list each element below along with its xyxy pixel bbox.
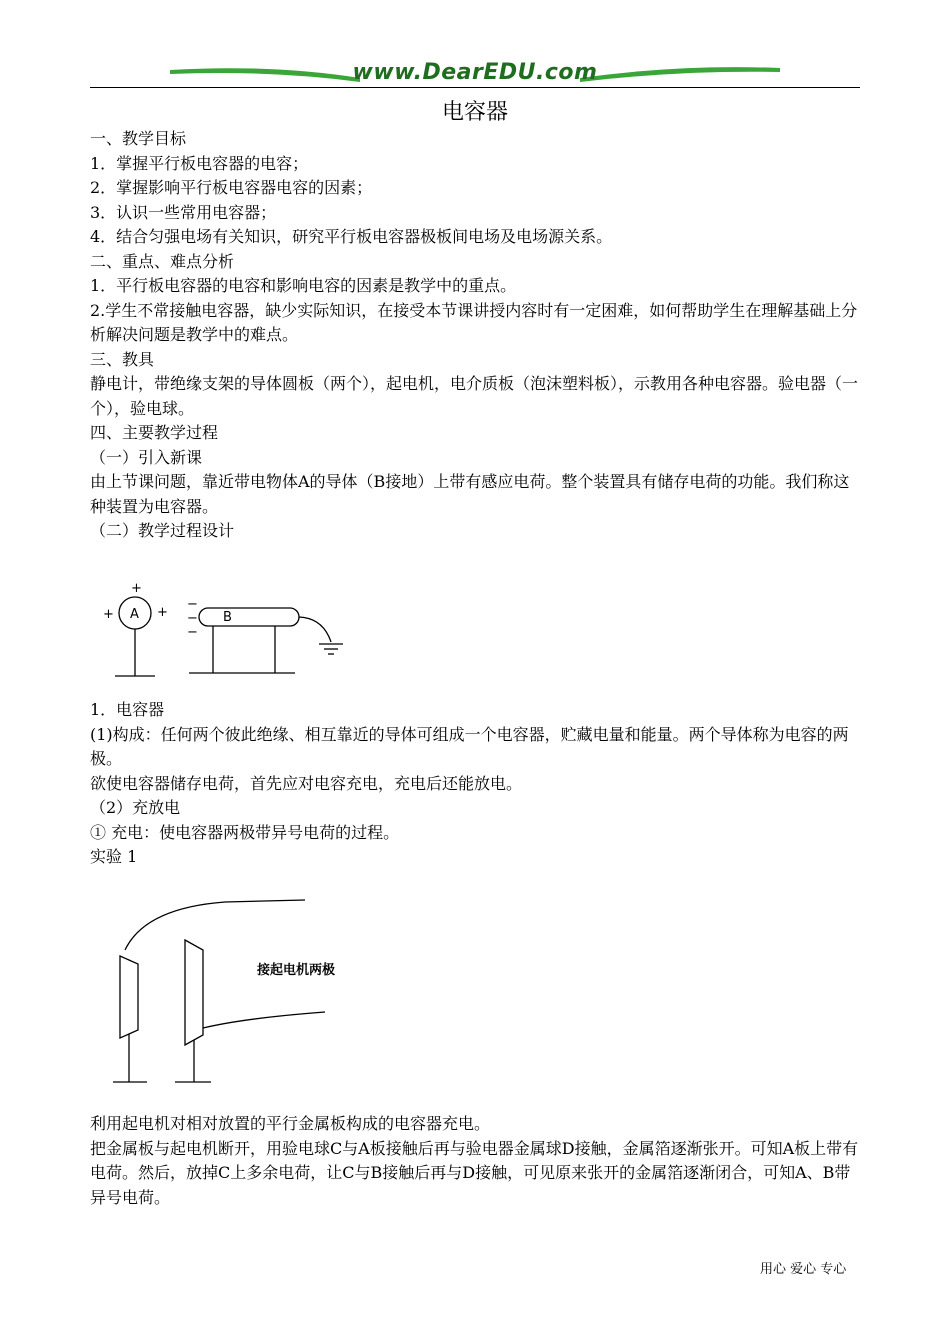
paragraph: 欲使电容器储存电荷，首先应对电容充电，充电后还能放电。	[90, 773, 523, 793]
capacitor-charging-diagram	[105, 890, 405, 1090]
paragraph: 4．结合匀强电场有关知识，研究平行板电容器极板间电场及电场源关系。	[90, 227, 613, 246]
plus-sign-top: +	[131, 581, 142, 596]
plus-sign-left: +	[103, 607, 114, 622]
plate-b	[185, 940, 203, 1045]
header-divider	[90, 87, 860, 88]
paragraph: 静电计，带绝缘支架的导体圆板（两个），起电机，电介质板（泡沫塑料板），示教用各种电容器。验电器（一个），验电球。	[90, 374, 859, 418]
wire-bottom	[203, 1012, 325, 1028]
paragraph: 二、重点、难点分析	[90, 251, 235, 271]
page-footer: 用心 爱心 专心	[760, 1262, 847, 1277]
paragraph: 1．掌握平行板电容器的电容；	[90, 153, 309, 173]
sphere-a-label: A	[130, 607, 139, 622]
section-capacitor	[90, 698, 870, 870]
wire-top	[125, 900, 305, 950]
paragraph: 三、教具	[90, 349, 155, 369]
section-experiment	[90, 1112, 870, 1210]
plate-a	[120, 956, 138, 1038]
paragraph: 3．认识一些常用电容器；	[90, 202, 277, 222]
paragraph: （一）引入新课	[90, 447, 203, 467]
conductor-b-label: B	[223, 610, 232, 625]
minus-sign-3: −	[187, 625, 198, 640]
diagram-caption: 接起电机两极	[257, 963, 336, 978]
paragraph: 四、主要教学过程	[90, 423, 219, 442]
paragraph: ① 充电：使电容器两极带异号电荷的过程。	[90, 822, 400, 842]
paragraph: 一、教学目标	[90, 129, 187, 148]
paragraph: 实验 1	[90, 847, 138, 866]
paragraph: 由上节课问题，靠近带电物体A的导体（B接地）上带有感应电荷。整个装置具有储存电荷的功能。我们称这种装置为电容器。	[90, 472, 850, 516]
paragraph: (1)构成：任何两个彼此绝缘、相互靠近的导体可组成一个电容器，贮藏电量和能量。两个导体称为电容的两极。	[90, 724, 849, 768]
ground-wire	[299, 617, 331, 642]
minus-sign-1: −	[187, 597, 198, 612]
plus-sign-right: +	[157, 605, 168, 620]
paragraph: （2）充放电	[90, 798, 181, 817]
section-objectives-and-intro	[90, 127, 870, 544]
paragraph: （二）教学过程设计	[90, 521, 235, 540]
paragraph: 利用起电机对相对放置的平行金属板构成的电容器充电。	[90, 1114, 491, 1133]
paragraph: 1．电容器	[90, 700, 165, 719]
minus-sign-2: −	[187, 611, 198, 626]
site-logo-text[interactable]: www.DearEDU.com	[352, 60, 598, 85]
site-header	[90, 58, 860, 90]
paragraph: 2.学生不常接触电容器，缺少实际知识，在接受本节课讲授内容时有一定困难，如何帮助学生在理解基础上分析解决问题是教学中的难点。	[90, 300, 858, 344]
induction-diagram	[95, 578, 365, 688]
paragraph: 1．平行板电容器的电容和影响电容的因素是教学中的重点。	[90, 276, 517, 295]
page-title: 电容器	[441, 100, 508, 125]
paragraph: 2．掌握影响平行板电容器电容的因素；	[90, 178, 373, 197]
conductor-b	[199, 608, 299, 626]
paragraph: 把金属板与起电机断开，用验电球C与A板接触后再与验电器金属球D接触，金属箔逐渐张开。可知A板上带有电荷。然后，放掉C上多余电荷，让C与B接触后再与D接触，可见原来张开的金属箔逐渐闭合，可知A、B带异号电荷。	[90, 1138, 859, 1207]
